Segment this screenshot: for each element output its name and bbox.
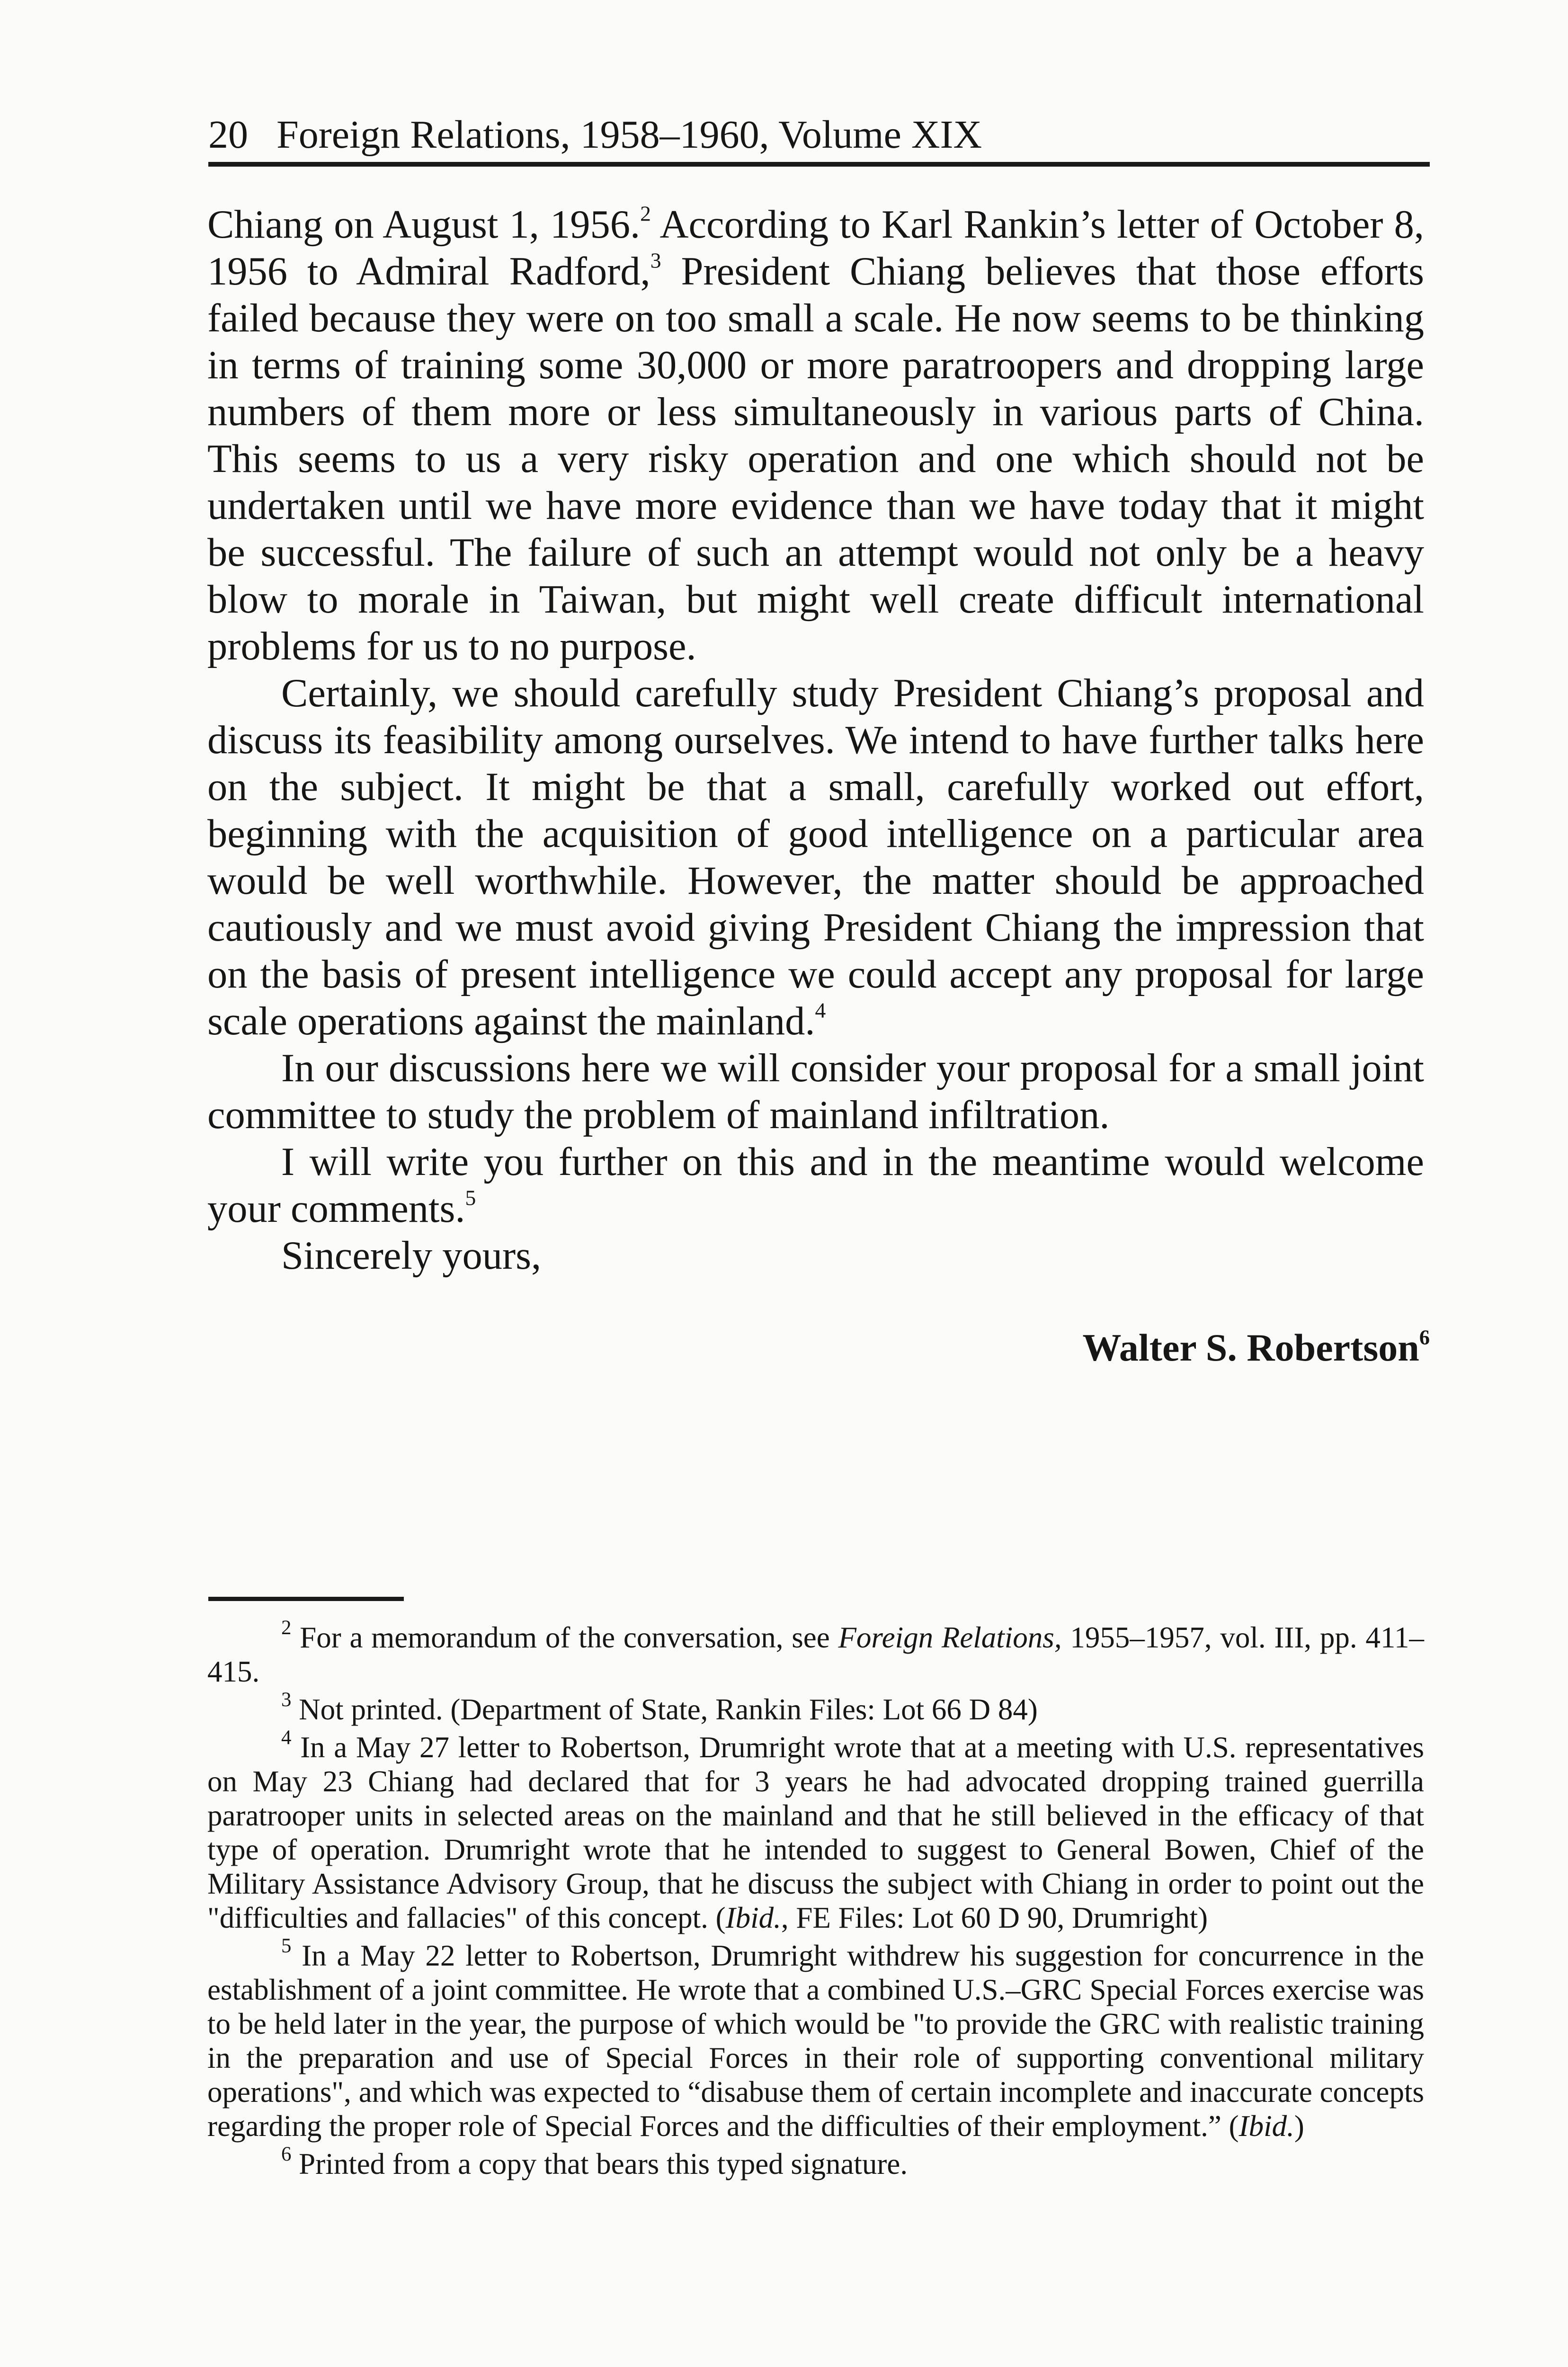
footnote-5-number: 5 [281,1935,292,1958]
paragraph-1-text-b: According to Karl Rankin’s letter of October 8, 1956 to Admiral Radford, [207,203,1424,294]
signature [1082,1326,1430,1370]
paragraph-1-text-c: President Chiang believes that those efforts failed because they were on too small a scale. He now seems to be thinking in terms of training some 30,000 or more paratroopers and dropping large numbers of them more or less simultaneously in various parts of China. This seems to us a very risky operation and one which should not be undertaken until we have more evidence than we have today that it might be successful. The failure of such an attempt would not only be a heavy blow to morale in Taiwan, but might well create difficult international problems for us to no purpose. [207,249,1424,668]
paragraph-3: In our discussions here we will consider your proposal for a small joint committee to study the problem of mainland infiltration. [207,1046,1424,1137]
footnote-2-text-a: For a memorandum of the conversation, see [291,1621,838,1654]
footnote-ref-5[interactable]: 5 [465,1185,476,1210]
paragraph-4 [207,1139,1424,1232]
footnote-4-number: 4 [281,1726,292,1749]
footnote-ref-2[interactable]: 2 [640,201,651,226]
signature-name: Walter S. Robertson [1082,1326,1419,1369]
footnote-rule [208,1597,404,1601]
footnotes [207,1617,1424,2185]
paragraph-1 [207,201,1424,670]
footnote-6-number: 6 [281,2143,292,2166]
footnote-5-text: In a May 22 letter to Robertson, Drumright withdrew his suggestion for concurrence in the establishment of a joint committee. He wrote that a combined U.S.–GRC Special Forces exercise was to be held later in the year, the purpose of which would be "to provide the GRC with realistic training in the preparation and use of Special Forces in their role of supporting conventional military operations", and which was expected to “disabuse them of certain incomplete and inaccurate concepts regarding the proper role of Special Forces and the difficulties of their employment.” ( [207,1939,1424,2143]
footnote-ref-3[interactable]: 3 [650,248,661,273]
footnote-3-number: 3 [281,1689,292,1711]
header-text [208,112,982,158]
footnote-ref-4[interactable]: 4 [815,998,826,1023]
footnote-3 [207,1689,1424,1726]
footnote-2-number: 2 [281,1617,292,1639]
paragraph-4-text: I will write you further on this and in the meantime would welcome your comments. [207,1140,1424,1231]
footnote-4-ibid: Ibid. [725,1901,781,1934]
footnote-4 [207,1726,1424,1935]
letter-body [207,201,1424,1279]
footnote-3-text: Not printed. (Department of State, Rankin Files: Lot 66 D 84) [291,1693,1038,1726]
closing-salutation: Sincerely yours, [281,1234,542,1278]
footnote-6 [207,2143,1424,2181]
footnote-ref-6[interactable]: 6 [1419,1326,1430,1349]
page-number: 20 [208,113,248,157]
footnote-4-text: In a May 27 letter to Robertson, Drumright wrote that at a meeting with U.S. representatives on May 23 Chiang had declared that for 3 years he had advocated dropping trained guerrilla paratrooper units in selected areas on the mainland and that he still believed in the efficacy of that type of operation. Drumright wrote that he intended to suggest to General Bowen, Chief of the Military Assistance Advisory Group, that he discuss the subject with Chiang in order to point out the "difficulties and fallacies" of this concept. ( [207,1731,1424,1934]
footnote-5-tail: ) [1294,2109,1304,2143]
footnote-2-text-b: 1955–1957, vol. III, pp. 411–415. [207,1621,1424,1688]
paragraph-1-text-a: Chiang on August 1, 1956. [207,203,641,247]
paragraph-2-text: Certainly, we should carefully study President Chiang’s proposal and discuss its feasibility among ourselves. We intend to have further talks here on the subject. It might be that a small, carefully worked out effort, beginning with the acquisition of good intelligence on a particular area would be well worthwhile. However, the matter should be approached cautiously and we must avoid giving President Chiang the impression that on the basis of present intelligence we could accept any proposal for large scale operations against the mainland. [207,671,1424,1043]
footnote-5-ibid: Ibid. [1238,2109,1294,2143]
footnote-2 [207,1617,1424,1689]
footnote-5 [207,1935,1424,2143]
footnote-2-italic-title: Foreign Relations, [838,1621,1062,1654]
footnote-4-tail: , FE Files: Lot 60 D 90, Drumright) [781,1901,1208,1934]
footnote-6-text: Printed from a copy that bears this typed signature. [291,2147,908,2180]
header-rule [208,162,1430,167]
running-title: Foreign Relations, 1958–1960, Volume XIX [276,113,982,157]
running-header [208,103,1430,174]
paragraph-2 [207,670,1424,1045]
